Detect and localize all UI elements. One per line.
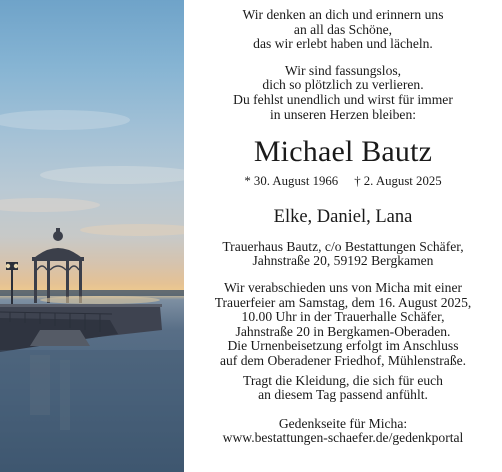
verse-line: dich so plötzlich zu verlieren. — [262, 77, 424, 93]
ceremony-line: Jahnstraße 20 in Bergkamen-Oberaden. — [235, 323, 451, 339]
lakeside-gazebo-sunset-photo — [0, 0, 184, 472]
photo-illustration — [0, 0, 184, 472]
clothing-line: an diesem Tag passend anfühlt. — [258, 387, 428, 403]
ceremony-line: Wir verabschieden uns von Micha mit einer — [223, 279, 463, 295]
deceased-name: Michael Bautz — [253, 135, 433, 169]
mourning-verse — [184, 52, 502, 122]
memorial-url[interactable]: www.bestattungen-schaefer.de/gedenkportal — [222, 430, 464, 446]
ceremony-line: Trauerfeier am Samstag, dem 16. August 2025, — [214, 294, 472, 310]
ceremony-line: auf dem Oberadener Friedhof, Mühlenstraße. — [219, 352, 467, 368]
ceremony-details — [184, 269, 502, 369]
verse-line: Wir sind fassungslos, — [284, 62, 402, 78]
clothing-line: Tragt die Kleidung, die sich für euch — [243, 372, 443, 388]
poem-line: Wir denken an dich und erinnern uns — [242, 7, 444, 22]
memorial-label: Gedenkseite für Micha: — [278, 415, 408, 431]
poem-line: an all das Schöne, — [293, 21, 393, 37]
life-dates — [184, 174, 502, 189]
death-date: † 2. August 2025 — [354, 174, 442, 189]
notice-text — [184, 0, 502, 472]
ceremony-line: 10.00 Uhr in der Trauerhalle Schäfer, — [241, 309, 445, 325]
ceremony-line: Die Urnenbeisetzung erfolgt im Anschluss — [227, 338, 459, 354]
address-line: Jahnstraße 20, 59192 Bergkamen — [252, 253, 434, 269]
poem-line: das wir erlebt haben und lächeln. — [253, 36, 433, 52]
opening-poem — [184, 0, 502, 52]
mourners-names: Elke, Daniel, Lana — [273, 206, 413, 227]
mourning-address — [184, 227, 502, 269]
birth-date: * 30. August 1966 — [244, 174, 339, 189]
address-line: Trauerhaus Bautz, c/o Bestattungen Schäfer, — [222, 238, 464, 254]
verse-line: in unseren Herzen bleiben: — [269, 106, 417, 122]
verse-line: Du fehlst unendlich und wirst für immer — [233, 91, 453, 107]
clothing-note — [184, 369, 502, 403]
memorial-page — [184, 403, 502, 446]
